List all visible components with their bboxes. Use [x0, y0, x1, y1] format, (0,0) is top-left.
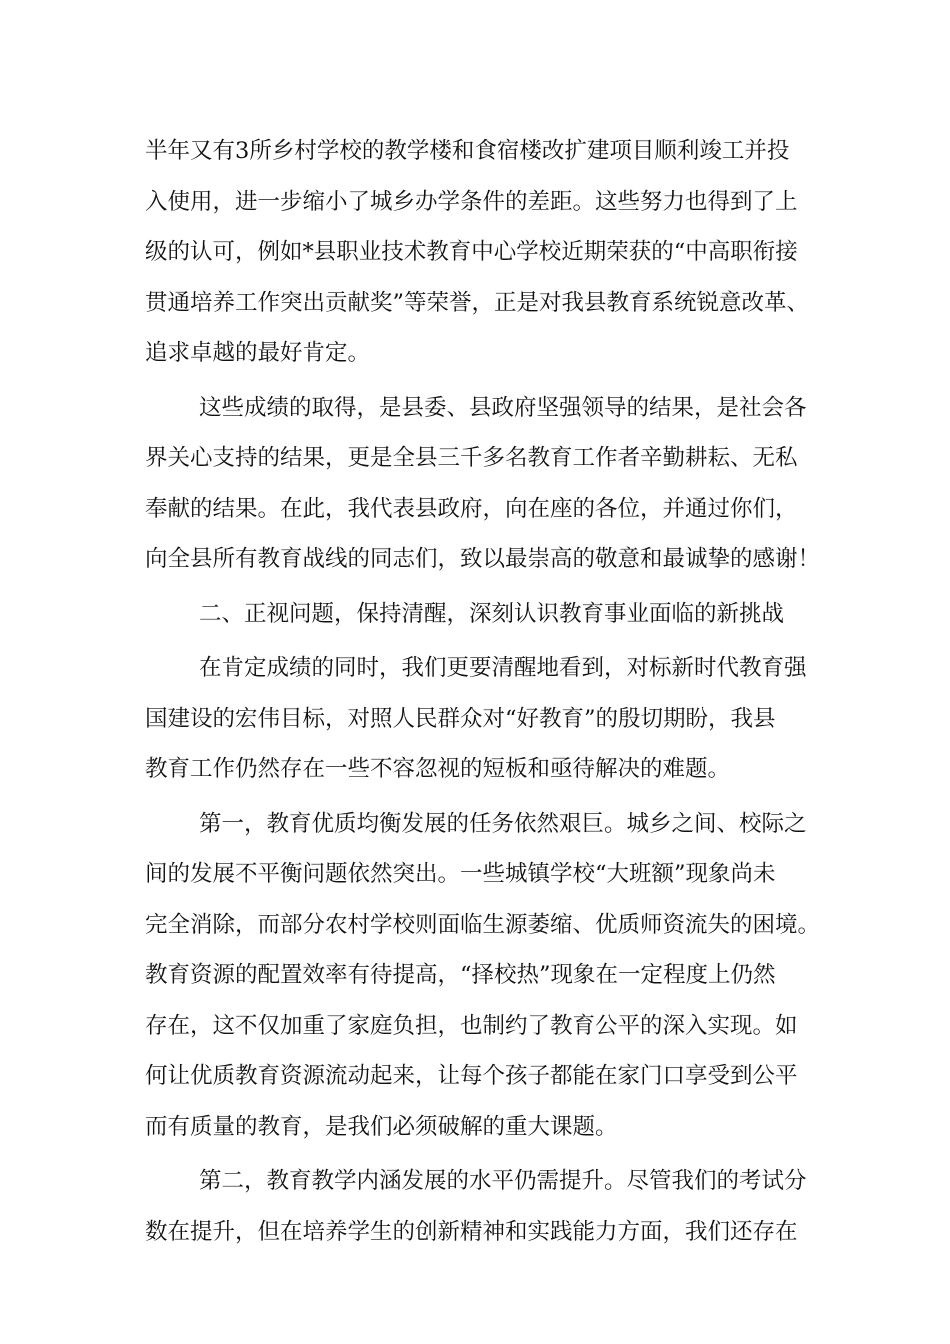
text-line: 教育资源的配置效率有待提高，“择校热”现象在一定程度上仍然 [145, 962, 776, 988]
text-line: 入使用，进一步缩小了城乡办学条件的差距。这些努力也得到了上 [145, 188, 798, 215]
text-line: 数在提升，但在培养学生的创新精神和实践能力方面，我们还存在 [145, 1218, 798, 1245]
paragraph-first-line: 在肯定成绩的同时，我们更要清醒地看到，对标新时代教育强 [199, 655, 807, 681]
text-line: 级的认可，例如*县职业技术教育中心学校近期荣获的“中高职衔接 [145, 239, 798, 265]
text-line: 奉献的结果。在此，我代表县政府，向在座的各位，并通过你们， [145, 495, 798, 522]
text-line: 间的发展不平衡问题依然突出。一些城镇学校“大班额”现象尚未 [145, 861, 776, 887]
text-line: 而有质量的教育，是我们必须破解的重大课题。 [145, 1113, 618, 1140]
text-line: 完全消除，而部分农村学校则面临生源萎缩、优质师资流失的困境。 [145, 911, 821, 938]
paragraph-first-line: 这些成绩的取得，是县委、县政府坚强领导的结果，是社会各 [199, 394, 807, 421]
paragraph-first-line: 第一，教育优质均衡发展的任务依然艰巨。城乡之间、校际之 [199, 810, 807, 837]
text-line: 半年又有3所乡村学校的教学楼和食宿楼改扩建项目顺利竣工并投 [145, 138, 790, 164]
text-line: 国建设的宏伟目标，对照人民群众对“好教育”的殷切期盼，我县 [145, 705, 776, 732]
text-line: 追求卓越的最好肯定。 [145, 340, 371, 366]
text-line: 界关心支持的结果，更是全县三千多名教育工作者辛勤耕耘、无私 [145, 445, 798, 471]
section-heading: 二、正视问题，保持清醒，深刻认识教育事业面临的新挑战 [199, 600, 785, 627]
body-text [145, 126, 821, 1257]
text-line: 贯通培养工作突出贡献奖”等荣誉，正是对我县教育系统锐意改革、 [145, 289, 810, 316]
text-line: 向全县所有教育战线的同志们，致以最崇高的敬意和最诚挚的感谢！ [145, 546, 821, 572]
paragraph-first-line: 第二，教育教学内涵发展的水平仍需提升。尽管我们的考试分 [199, 1168, 807, 1194]
text-line: 教育工作仍然存在一些不容忽视的短板和亟待解决的难题。 [145, 756, 731, 782]
text-line: 存在，这不仅加重了家庭负担，也制约了教育公平的深入实现。如 [145, 1012, 798, 1039]
text-line: 何让优质教育资源流动起来，让每个孩子都能在家门口享受到公平 [145, 1063, 798, 1089]
